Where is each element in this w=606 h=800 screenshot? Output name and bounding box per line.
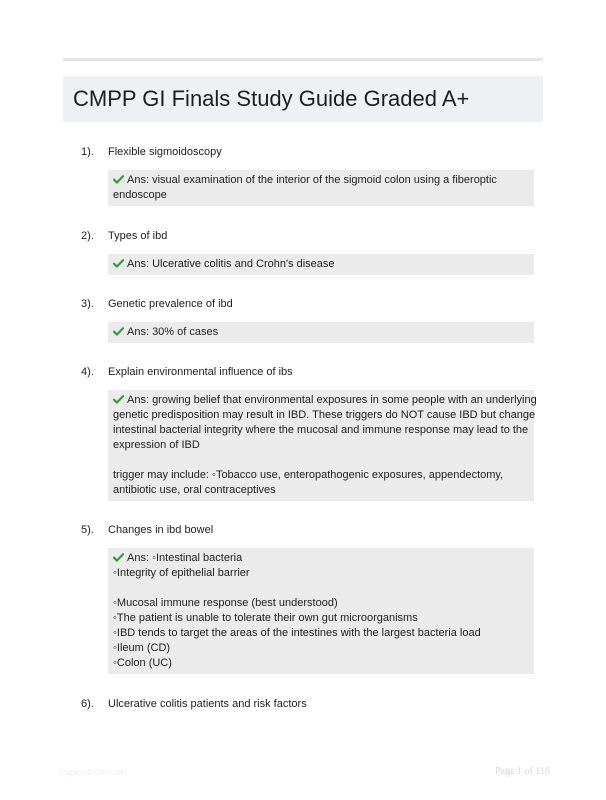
answer-box: [108, 390, 537, 501]
question-number: 2).: [81, 230, 94, 242]
question-text: Types of ibd: [108, 230, 168, 242]
question-number: 5).: [81, 524, 94, 536]
checkmark-icon: [113, 395, 124, 404]
page-title: CMPP GI Finals Study Guide Graded A+: [73, 86, 470, 111]
answer-line: ◦Ileum (CD): [113, 642, 171, 654]
answer-text: Ans: visual examination of the interior of the sigmoid colon using a fiberoptic: [127, 174, 497, 186]
answer-line: [113, 257, 529, 272]
answer-line: [113, 325, 529, 340]
question-text: Genetic prevalence of ibd: [108, 298, 233, 310]
answer-line: trigger may include: ◦Tobacco use, enteropathogenic exposures, appendectomy,: [113, 469, 504, 481]
answer-line: intestinal bacterial integrity where the mucosal and immune response may lead to the: [113, 424, 529, 436]
page-number: Page 1 of 116: [495, 766, 550, 777]
answer-line: ◦Integrity of epithelial barrier: [113, 567, 250, 579]
checkmark-icon: [113, 553, 124, 562]
answer-line: [113, 453, 529, 468]
question-text: Changes in ibd bowel: [108, 524, 214, 536]
answer-text: Ans: ◦Intestinal bacteria: [127, 552, 243, 564]
answer-text: Ans: growing belief that environmental exposures in some people with an underlying: [127, 394, 537, 406]
question-text: Flexible sigmoidoscopy: [108, 146, 222, 158]
answer-line: expression of IBD: [113, 439, 200, 451]
answer-line: [113, 393, 537, 408]
answer-line: antibiotic use, oral contraceptives: [113, 484, 276, 496]
answer-line: ◦Colon (UC): [113, 657, 172, 669]
answer-text: Ans: 30% of cases: [127, 326, 219, 338]
question-text: Ulcerative colitis patients and risk factors: [108, 698, 307, 710]
answer-box: [108, 548, 534, 674]
answer-text: Ans: Ulcerative colitis and Crohn's disease: [127, 258, 335, 270]
answer-line: endoscope: [113, 189, 167, 201]
answer-line: [113, 551, 529, 566]
question-text: Explain environmental influence of ibs: [108, 366, 293, 378]
question-number: 1).: [81, 146, 94, 158]
answer-box: [108, 254, 534, 275]
answer-line: [113, 173, 529, 188]
question-number: 6).: [81, 698, 94, 710]
answer-box: [108, 322, 534, 343]
top-divider: [63, 58, 543, 61]
answer-line: ◦The patient is unable to tolerate their own gut microorganisms: [113, 612, 418, 624]
checkmark-icon: [113, 327, 124, 336]
checkmark-icon: [113, 259, 124, 268]
title-banner: [63, 76, 543, 122]
answer-line: [113, 581, 529, 596]
question-number: 3).: [81, 298, 94, 310]
footer-watermark: Paperstudio.com: [59, 767, 127, 777]
answer-line: ◦Mucosal immune response (best understood): [113, 597, 338, 609]
answer-line: genetic predisposition may result in IBD. These triggers do NOT cause IBD but change: [113, 409, 536, 421]
checkmark-icon: [113, 175, 124, 184]
answer-box: [108, 170, 534, 206]
answer-line: ◦IBD tends to target the areas of the intestines with the largest bacteria load: [113, 627, 481, 639]
question-number: 4).: [81, 366, 94, 378]
